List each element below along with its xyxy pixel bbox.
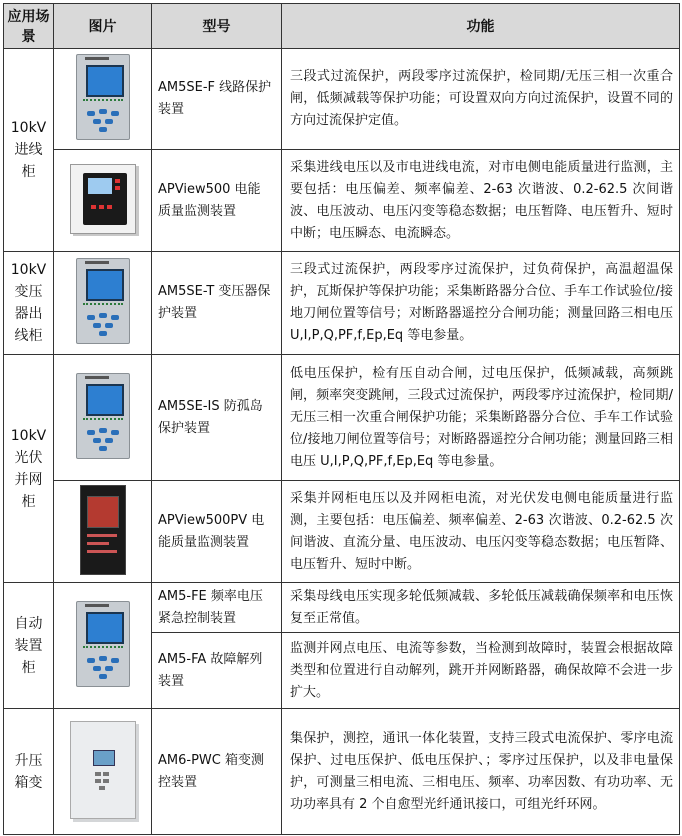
box-substation-controller-icon — [70, 721, 136, 819]
model-cell: AM5SE-F 线路保护装置 — [152, 49, 282, 150]
scene-cell: 10kV变压器出线柜 — [4, 252, 54, 355]
header-function: 功能 — [282, 4, 680, 49]
table-header-row — [4, 4, 680, 49]
relay-device-icon — [76, 258, 130, 344]
table-row — [4, 49, 680, 150]
function-cell: 采集并网柜电压以及并网柜电流，对光伏发电侧电能质量进行监测，主要包括：电压偏差、频率偏差、2-63 次谐波、0.2-62.5 次间谐波、直流分量、电压波动、电压闪变等稳态数据；电压暂降、电压暂升、短时中断。 — [282, 481, 680, 583]
device-image-cell — [54, 709, 152, 835]
table-row — [4, 709, 680, 835]
function-cell: 监测并网点电压、电流等参数，当检测到故障时，装置会根据故障类型和位置进行自动解列，跳开并网断路器，确保故障不会进一步扩大。 — [282, 633, 680, 709]
scene-cell: 10kV进线柜 — [4, 49, 54, 252]
scene-cell: 升压箱变 — [4, 709, 54, 835]
model-cell: APView500PV 电能质量监测装置 — [152, 481, 282, 583]
table-row — [4, 583, 680, 633]
relay-device-icon — [76, 54, 130, 140]
function-cell: 三段式过流保护，两段零序过流保护，检同期/无压三相一次重合闸，低频减载等保护功能；可设置双向方向过流保护，设置不同的方向过流保护定值。 — [282, 49, 680, 150]
relay-device-icon — [76, 373, 130, 459]
model-cell: AM6-PWC 箱变测控装置 — [152, 709, 282, 835]
table-row — [4, 355, 680, 481]
device-image-cell — [54, 583, 152, 709]
device-image-cell — [54, 481, 152, 583]
model-cell: AM5SE-IS 防孤岛保护装置 — [152, 355, 282, 481]
device-image-cell — [54, 355, 152, 481]
device-image-cell — [54, 150, 152, 252]
table-row — [4, 252, 680, 355]
table-row — [4, 481, 680, 583]
model-cell: APView500 电能质量监测装置 — [152, 150, 282, 252]
scene-cell: 10kV光伏并网柜 — [4, 355, 54, 583]
table-row — [4, 150, 680, 252]
model-cell: AM5-FE 频率电压紧急控制装置 — [152, 583, 282, 633]
power-quality-meter-icon — [70, 164, 136, 234]
header-model: 型号 — [152, 4, 282, 49]
function-cell: 采集母线电压实现多轮低频减载、多轮低压减载确保频率和电压恢复至正常值。 — [282, 583, 680, 633]
function-cell: 三段式过流保护，两段零序过流保护，过负荷保护，高温超温保护，瓦斯保护等保护功能；采集断路器分合位、手车工作试验位/接地刀闸位置等信号；对断路器遥控分合闸功能；测量回路三相电压 U,I,P,Q,PF,f,Ep,Eq 等电参量。 — [282, 252, 680, 355]
device-image-cell — [54, 252, 152, 355]
function-cell: 低电压保护，检有压自动合闸，过电压保护，低频减载，高频跳闸，频率突变跳闸，三段式过流保护，两段零序过流保护，检同期/无压三相一次重合闸保护功能；采集断路器分合位、手车工作试验位/接地刀闸位置等信号；对断路器遥控分合闸功能；测量回路三相电压 U,I,P,Q,PF,f,Ep,Eq 等电参量。 — [282, 355, 680, 481]
scene-cell: 自动装置柜 — [4, 583, 54, 709]
pv-quality-meter-icon — [80, 485, 126, 575]
header-image: 图片 — [54, 4, 152, 49]
function-cell: 集保护，测控，通讯一体化装置，支持三段式电流保护、零序电流保护、过电压保护、低电压保护、；零序过压保护，以及非电量保护，可测量三相电流、三相电压、频率、功率因数、有功功率、无功功率具有 2 个自愈型光纤通讯接口，可组光纤环网。 — [282, 709, 680, 835]
model-cell: AM5-FA 故障解列装置 — [152, 633, 282, 709]
product-table — [3, 3, 680, 835]
function-cell: 采集进线电压以及市电进线电流，对市电侧电能质量进行监测，主要包括：电压偏差、频率偏差、2-63 次谐波、0.2-62.5 次间谐波、电压波动、电压闪变等稳态数据；电压暂降、电压暂升、短时中断；电压瞬态、电流瞬态。 — [282, 150, 680, 252]
model-cell: AM5SE-T 变压器保护装置 — [152, 252, 282, 355]
device-image-cell — [54, 49, 152, 150]
header-scene: 应用场景 — [4, 4, 54, 49]
relay-device-icon — [76, 601, 130, 687]
